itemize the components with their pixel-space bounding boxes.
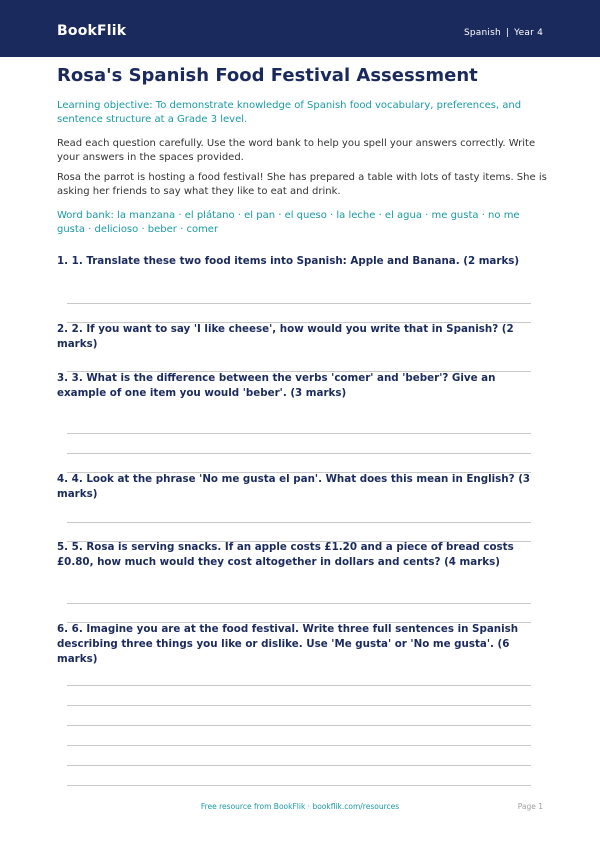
answer-line[interactable]: [67, 622, 531, 623]
answer-line[interactable]: [67, 522, 531, 523]
level-label: Year 4: [514, 28, 543, 38]
question-2: 2. 2. If you want to say 'I like cheese', how would you write that in Spanish? (2 marks): [57, 323, 514, 350]
header-bar: [0, 0, 600, 57]
question-5: 5. 5. Rosa is serving snacks. If an apple costs £1.20 and a piece of bread costs £0.80, how much would they cost altogether in dollars and cents? (4 marks): [57, 541, 514, 568]
answer-line[interactable]: [67, 685, 531, 686]
answer-line[interactable]: [67, 541, 531, 542]
answer-line[interactable]: [67, 725, 531, 726]
page-title: Rosa's Spanish Food Festival Assessment: [57, 65, 478, 86]
subject-level: [464, 28, 543, 38]
question-3: 3. 3. What is the difference between the verbs 'comer' and 'beber'? Give an example of one item you would 'beber'. (3 marks): [57, 372, 496, 399]
answer-line[interactable]: [67, 322, 531, 323]
answer-line[interactable]: [67, 765, 531, 766]
answer-line[interactable]: [67, 705, 531, 706]
answer-line[interactable]: [67, 303, 531, 304]
question-1: 1. 1. Translate these two food items into Spanish: Apple and Banana. (2 marks): [57, 255, 520, 267]
story-text: Rosa the parrot is hosting a food festival! She has prepared a table with lots of tasty items. She is asking her friends to say what they like to eat and drink.: [57, 172, 547, 197]
meta-separator: |: [505, 28, 510, 38]
answer-line[interactable]: [67, 371, 531, 372]
word-bank: Word bank: la manzana · el plátano · el pan · el queso · la leche · el agua · me gusta · no me gusta · delicioso · beber · comer: [57, 210, 520, 235]
question-4: 4. 4. Look at the phrase 'No me gusta el pan'. What does this mean in English? (3 marks): [57, 473, 531, 500]
answer-line[interactable]: [67, 453, 531, 454]
answer-line[interactable]: [67, 472, 531, 473]
answer-line[interactable]: [67, 603, 531, 604]
subject-label: Spanish: [463, 28, 501, 38]
question-6: 6. 6. Imagine you are at the food festival. Write three full sentences in Spanish describing three things you like or dislike. Use 'Me gusta' or 'No me gusta'. (6 marks): [57, 623, 519, 665]
answer-line[interactable]: [67, 433, 531, 434]
learning-objective: Learning objective: To demonstrate knowledge of Spanish food vocabulary, preferences, and sentence structure at a Grade 3 level.: [57, 100, 522, 125]
answer-line[interactable]: [67, 785, 531, 786]
page-number: Page 1: [517, 802, 543, 811]
instructions-text: Read each question carefully. Use the word bank to help you spell your answers correctly. Write your answers in the spaces provided.: [57, 138, 536, 163]
brand-logo[interactable]: BookFlik: [57, 23, 127, 39]
footer-credit[interactable]: Free resource from BookFlik · bookflik.com/resources: [200, 802, 400, 811]
answer-line[interactable]: [67, 745, 531, 746]
